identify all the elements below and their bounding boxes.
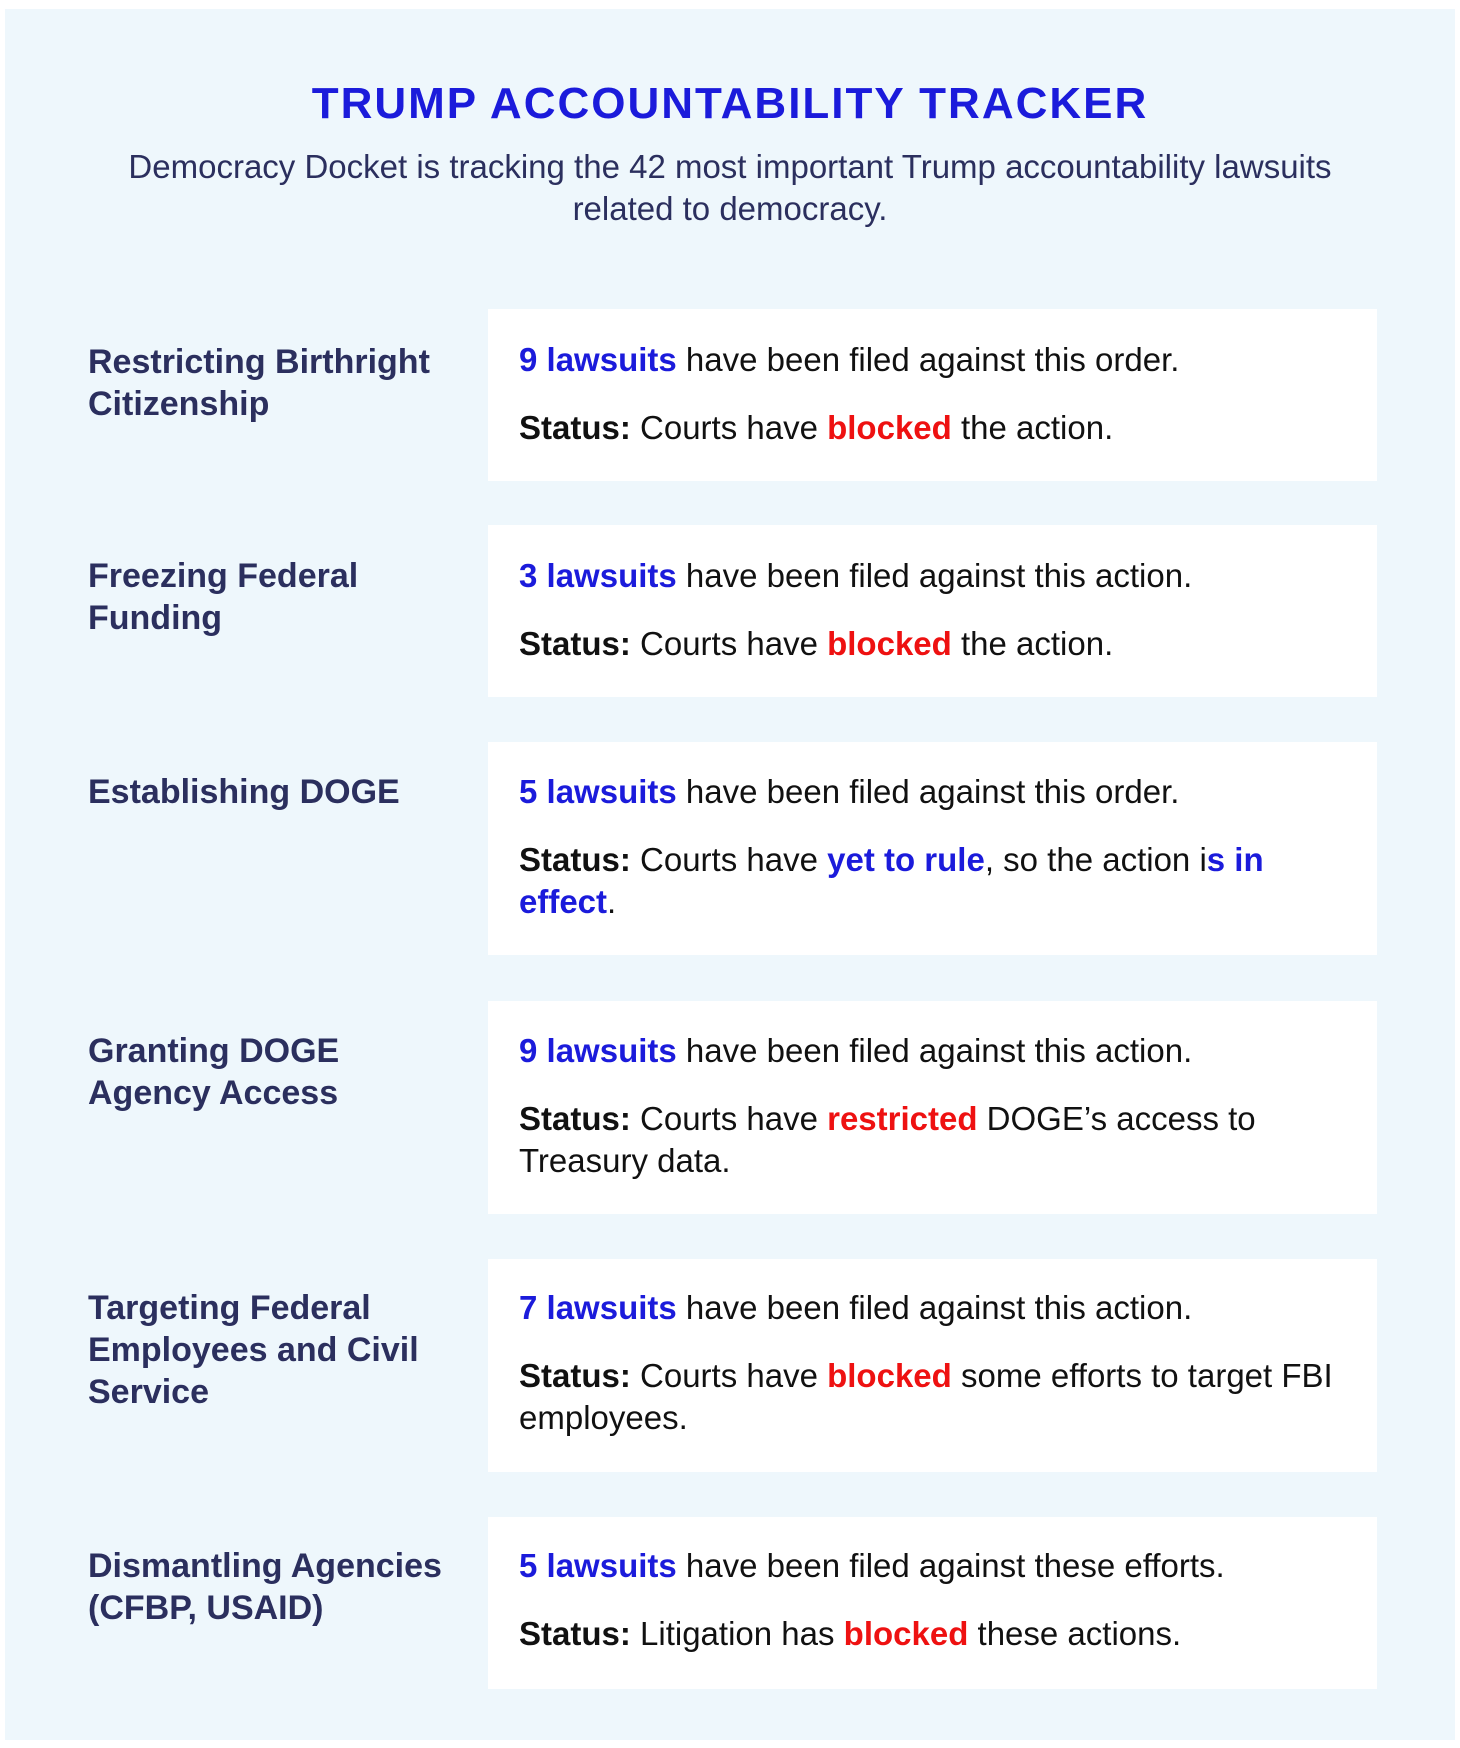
action-label: Dismantling Agencies (CFBP, USAID) [88, 1547, 442, 1627]
status-pre: Courts have [630, 625, 828, 662]
status-label: Status: [519, 1357, 631, 1394]
action-label: Targeting Federal Employees and Civil Service [88, 1289, 419, 1411]
status-pre: Courts have [630, 1100, 828, 1137]
status-mid: , so the action i [984, 841, 1207, 878]
status-highlight: blocked [827, 1357, 952, 1394]
action-label: Establishing DOGE [88, 773, 400, 811]
lawsuit-count: 9 lawsuits [519, 1032, 677, 1069]
status-post: . [607, 883, 617, 920]
status-line [519, 1098, 1337, 1182]
status-pre: Litigation has [630, 1615, 844, 1652]
status-line [519, 407, 1337, 449]
filed-text: have been filed against this order. [676, 341, 1180, 378]
status-highlight: blocked [827, 625, 952, 662]
page-subtitle: Democracy Docket is tracking the 42 most important Trump accountability lawsuits related to democracy. [128, 148, 1332, 227]
page-title: TRUMP ACCOUNTABILITY TRACKER [311, 79, 1149, 128]
status-label: Status: [519, 841, 631, 878]
filed-text: have been filed against this action. [676, 1032, 1193, 1069]
status-label: Status: [519, 625, 631, 662]
filed-text: have been filed against these efforts. [676, 1547, 1225, 1584]
filed-line [519, 339, 1337, 381]
filed-line [519, 771, 1337, 813]
lawsuit-count: 3 lawsuits [519, 557, 677, 594]
filed-text: have been filed against this action. [676, 557, 1193, 594]
action-label: Restricting Birthright Citizenship [88, 343, 430, 423]
status-highlight: blocked [843, 1615, 969, 1652]
action-label: Granting DOGE Agency Access [88, 1032, 340, 1112]
status-label: Status: [519, 1615, 631, 1652]
lawsuit-card [488, 1001, 1377, 1214]
status-post: some efforts to target FBI employees. [519, 1357, 1333, 1436]
status-highlight: blocked [827, 409, 952, 446]
status-line [519, 623, 1337, 665]
filed-line [519, 555, 1337, 597]
status-label: Status: [519, 409, 631, 446]
status-highlight-2: s in effect [519, 841, 1264, 920]
status-highlight: yet to rule [827, 841, 985, 878]
lawsuit-card [488, 309, 1377, 481]
status-post: DOGE’s access to Treasury data. [519, 1100, 1256, 1179]
status-line [519, 1355, 1337, 1439]
status-pre: Courts have [630, 841, 828, 878]
filed-text: have been filed against this order. [676, 773, 1180, 810]
status-post: the action. [951, 409, 1114, 446]
lawsuit-count: 7 lawsuits [519, 1289, 677, 1326]
action-label: Freezing Federal Funding [88, 557, 359, 637]
filed-line [519, 1287, 1337, 1329]
status-line [519, 839, 1337, 923]
status-highlight: restricted [827, 1100, 978, 1137]
status-pre: Courts have [630, 409, 828, 446]
filed-line [519, 1030, 1337, 1072]
status-post: the action. [951, 625, 1114, 662]
lawsuit-count: 5 lawsuits [519, 773, 677, 810]
status-post: these actions. [968, 1615, 1182, 1652]
status-pre: Courts have [630, 1357, 828, 1394]
status-line [519, 1613, 1337, 1655]
filed-text: have been filed against this action. [676, 1289, 1193, 1326]
lawsuit-card [488, 742, 1377, 955]
filed-line [519, 1545, 1337, 1587]
status-label: Status: [519, 1100, 631, 1137]
lawsuit-count: 9 lawsuits [519, 341, 677, 378]
lawsuit-count: 5 lawsuits [519, 1547, 677, 1584]
lawsuit-card [488, 1517, 1377, 1689]
lawsuit-card [488, 525, 1377, 697]
lawsuit-card [488, 1259, 1377, 1472]
